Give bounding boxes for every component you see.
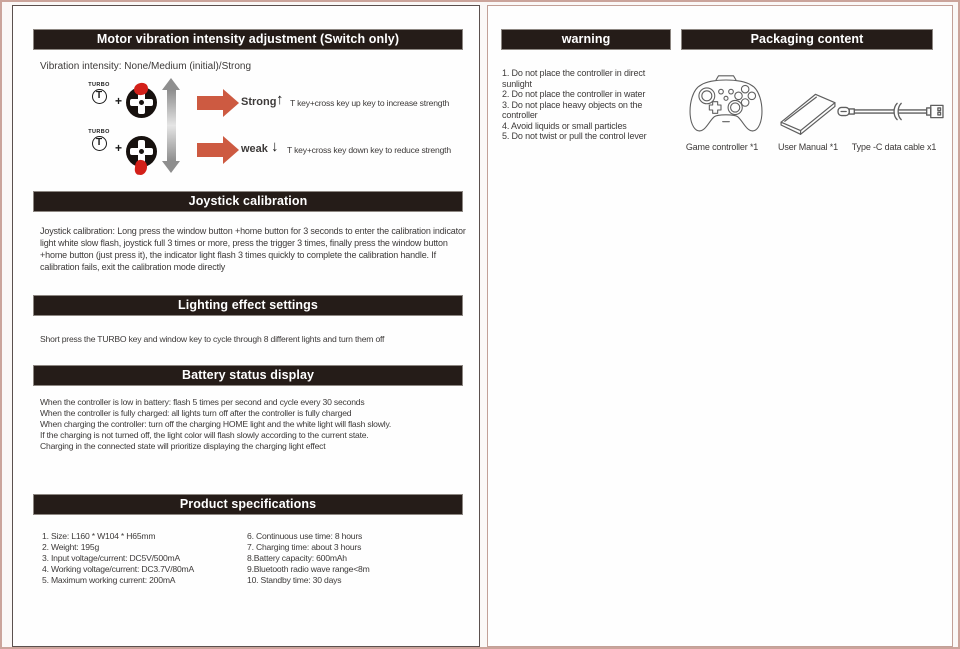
- battery-status-line: If the charging is not turned off, the light color will flash slowly according to the current state.: [40, 430, 369, 440]
- spec-item: 5. Maximum working current: 200mA: [42, 575, 176, 585]
- red-right-arrow-icon: [197, 89, 239, 117]
- turbo-button-icon: TURBO T: [85, 129, 113, 151]
- battery-status-line: When charging the controller: turn off the charging HOME light and the white light will flash slowly.: [40, 419, 392, 429]
- spec-item: 8.Battery capacity: 600mAh: [247, 553, 347, 563]
- spec-item: 3. Input voltage/current: DC5V/500mA: [42, 553, 181, 563]
- plus-sign: +: [115, 141, 123, 155]
- dpad-down-highlight: [134, 159, 148, 175]
- warning-item: 4. Avoid liquids or small particles: [502, 120, 627, 131]
- section-header-warning: warning: [501, 29, 671, 50]
- type-c-cable-illustration: [837, 98, 944, 125]
- section-header-product-specifications: Product specifications: [33, 494, 463, 515]
- turbo-button-icon: TURBO T: [85, 82, 113, 104]
- plus-sign: +: [115, 94, 123, 108]
- battery-status-line: When the controller is low in battery: flash 5 times per second and cycle every 30 seconds: [40, 397, 365, 407]
- spec-item: 7. Charging time: about 3 hours: [247, 542, 362, 552]
- left-page: [12, 5, 480, 647]
- user-manual-illustration: [775, 86, 841, 138]
- dpad-up-icon: [126, 87, 157, 118]
- warning-item: 1. Do not place the controller in direct sunlight: [502, 68, 646, 89]
- section-header-motor-vibration: Motor vibration intensity adjustment (Switch only): [33, 29, 463, 50]
- right-page: [487, 5, 953, 647]
- decrease-arrow-icon: [162, 125, 180, 173]
- vibration-intensity-line: Vibration intensity: None/Medium (initial)/Strong: [40, 61, 252, 72]
- packaging-label-controller: Game controller *1: [685, 142, 759, 152]
- strength-level-weak: weak: [241, 143, 268, 155]
- section-header-battery-status: Battery status display: [33, 365, 463, 386]
- warning-item: 3. Do not place heavy objects on the controller: [502, 99, 643, 120]
- battery-status-line: When the controller is fully charged: all lights turn off after the controller is fully charged: [40, 408, 352, 418]
- strength-level-strong: Strong: [241, 96, 277, 108]
- spec-item: 9.Bluetooth radio wave range<8m: [247, 564, 370, 574]
- joystick-calibration-text: Joystick calibration: Long press the window button +home button for 3 seconds to enter the calibration indicator light white slow flash, joystick full 3 times or more, press the trigger 3 times, finally press the window button +home button (just press it), the indicator light flash 3 times quickly to complete the calibration handle. If calibration fails, exit the calibration mode directly: [40, 226, 466, 272]
- game-controller-illustration: [684, 70, 768, 140]
- lighting-effect-text: Short press the TURBO key and window key to cycle through 8 different lights and turn them off: [40, 334, 385, 344]
- section-header-packaging-content: Packaging content: [681, 29, 933, 50]
- warning-item: 5. Do not twist or pull the control lever: [502, 131, 647, 141]
- packaging-label-manual: User Manual *1: [778, 142, 838, 152]
- down-arrow-glyph: ↓: [271, 138, 279, 155]
- warning-list: [502, 68, 674, 142]
- warning-item: 2. Do not place the controller in water: [502, 89, 646, 99]
- red-right-arrow-icon: [197, 136, 239, 164]
- spec-item: 10. Standby time: 30 days: [247, 575, 342, 585]
- spec-item: 4. Working voltage/current: DC3.7V/80mA: [42, 564, 195, 574]
- section-header-lighting-effect: Lighting effect settings: [33, 295, 463, 316]
- packaging-label-cable: Type -C data cable x1: [851, 142, 937, 152]
- dpad-down-icon: [126, 136, 157, 167]
- spec-item: 2. Weight: 195g: [42, 542, 100, 552]
- increase-arrow-icon: [162, 78, 180, 126]
- section-header-joystick-calibration: Joystick calibration: [33, 191, 463, 212]
- increase-strength-text: T key+cross key up key to increase strength: [290, 98, 450, 108]
- battery-status-line: Charging in the connected state will prioritize displaying the charging light effect: [40, 441, 326, 451]
- spec-item: 1. Size: L160 * W104 * H65mm: [42, 531, 156, 541]
- reduce-strength-text: T key+cross key down key to reduce strength: [287, 145, 451, 155]
- spec-item: 6. Continuous use time: 8 hours: [247, 531, 363, 541]
- up-arrow-glyph: ↑: [276, 91, 284, 108]
